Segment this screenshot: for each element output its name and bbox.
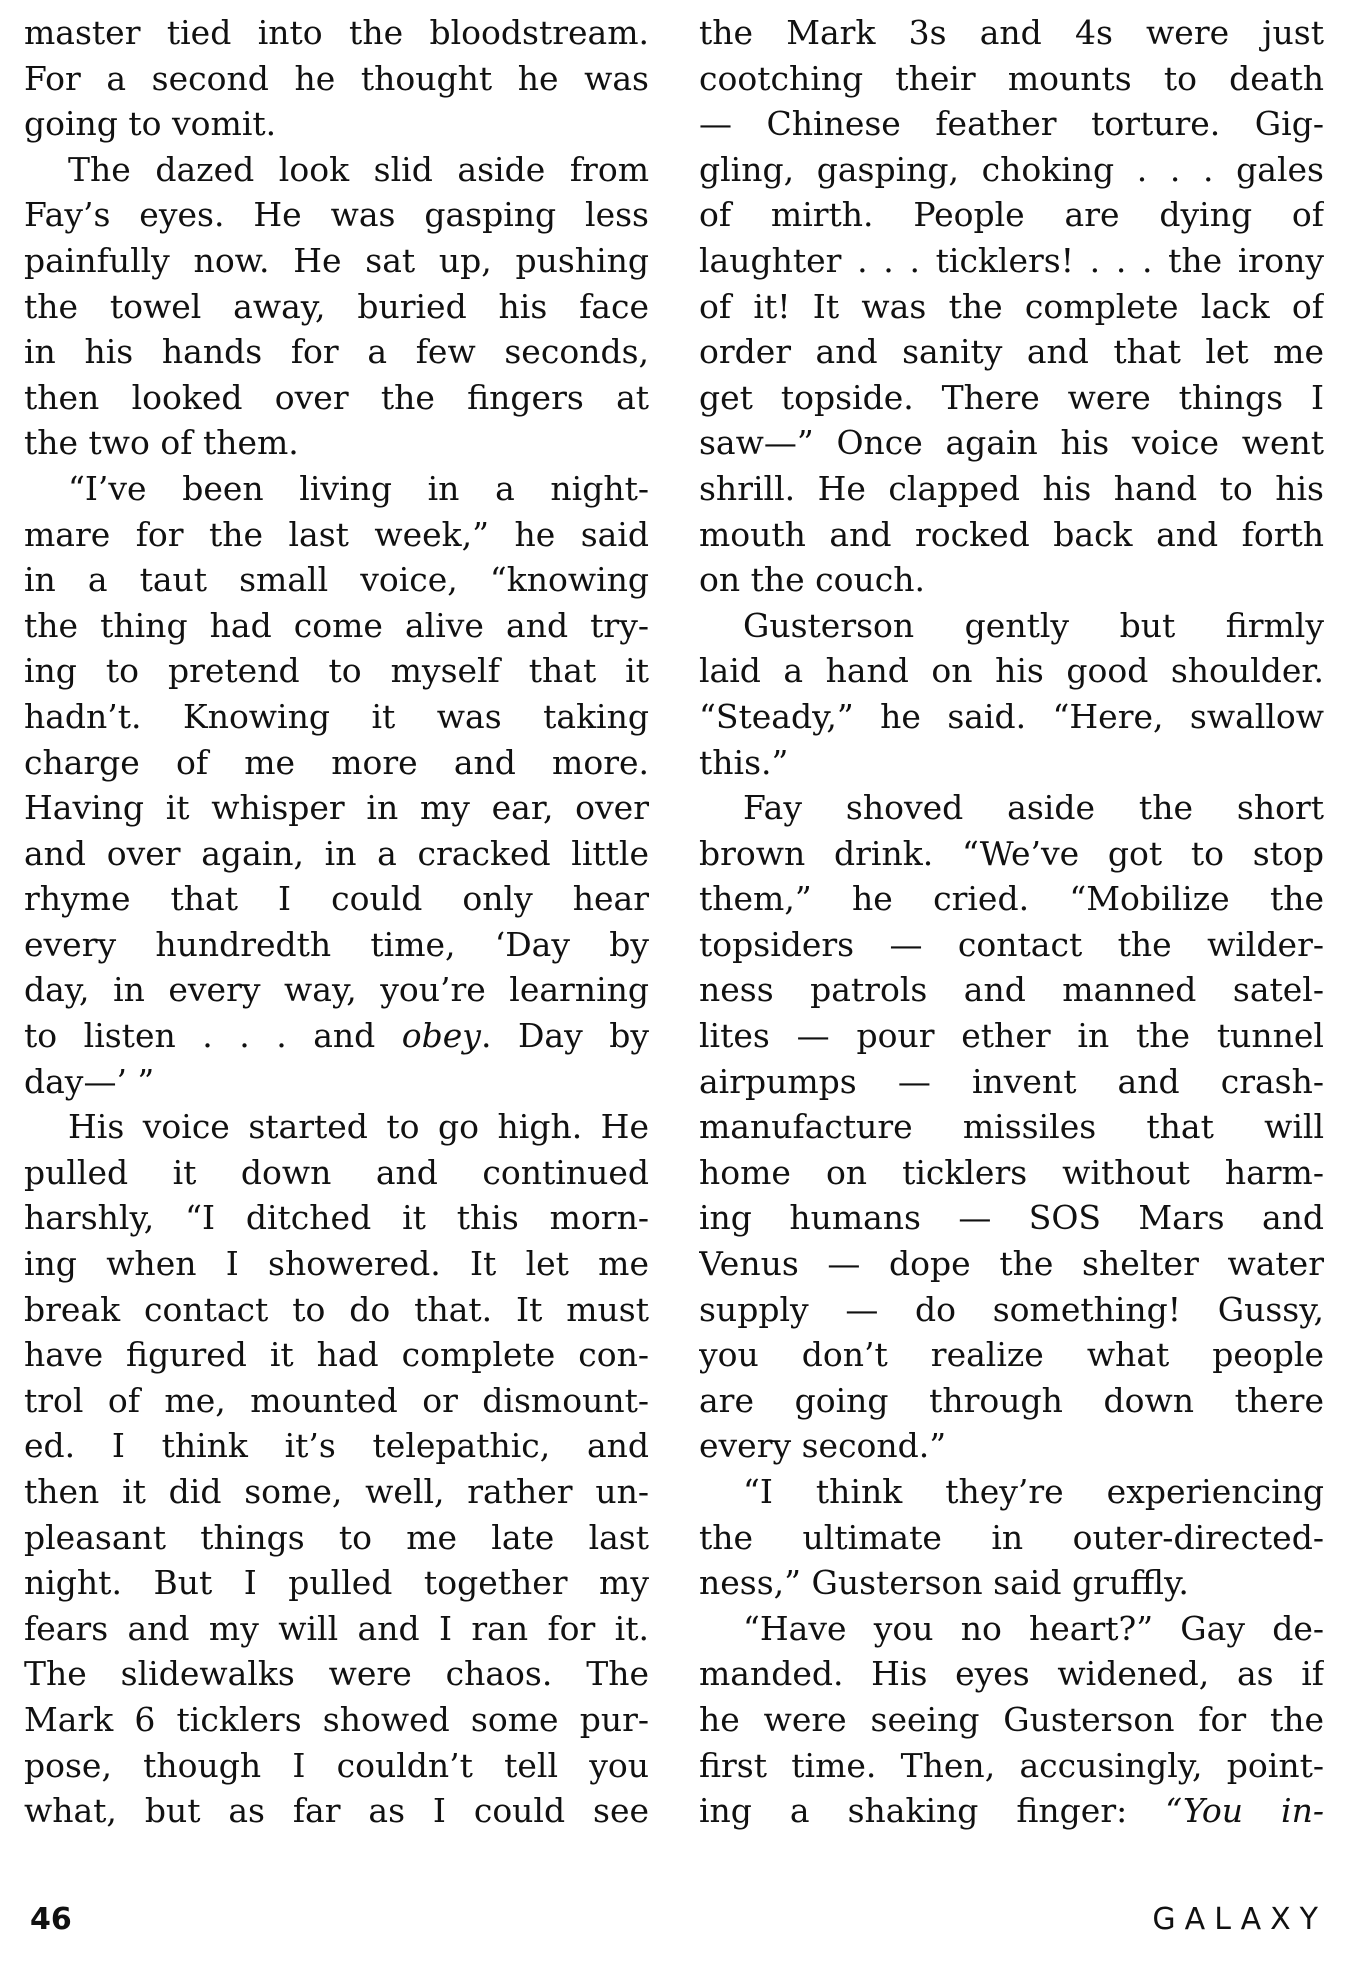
text-line: ing a shaking finger: “You in- xyxy=(699,1791,1324,1831)
text-line: have figured it had complete con- xyxy=(24,1335,649,1375)
text-line: ed. I think it’s telepathic, and xyxy=(24,1426,649,1466)
text-line: airpumps — invent and crash- xyxy=(699,1061,1324,1101)
text-line: hadn’t. Knowing it was taking xyxy=(24,696,649,736)
text-line: of it! It was the complete lack of xyxy=(699,286,1324,326)
text-line: in his hands for a few seconds, xyxy=(24,332,649,372)
text-line: he were seeing Gusterson for the xyxy=(699,1699,1324,1739)
text-line: trol of me, mounted or dismount- xyxy=(24,1380,649,1420)
text-line: ing to pretend to myself that it xyxy=(24,651,649,691)
text-line: get topside. There were things I xyxy=(699,377,1324,417)
text-line: gling, gasping, choking . . . gales xyxy=(699,149,1324,189)
text-line: break contact to do that. It must xyxy=(24,1289,649,1329)
text-line: ness patrols and manned satel- xyxy=(699,970,1324,1010)
text-line: For a second he thought he was xyxy=(24,58,649,98)
text-line: pulled it down and continued xyxy=(24,1152,649,1192)
text-line: to listen . . . and obey. Day by xyxy=(24,1016,649,1056)
page-number: 46 xyxy=(30,1902,72,1937)
text-line: the thing had come alive and try- xyxy=(24,605,649,645)
text-line: ing when I showered. It let me xyxy=(24,1244,649,1284)
text-line: lites — pour ether in the tunnel xyxy=(699,1016,1324,1056)
text-line: “Steady,” he said. “Here, swallow xyxy=(699,696,1324,736)
text-line: and over again, in a cracked little xyxy=(24,833,649,873)
text-line: manufacture missiles that will xyxy=(699,1107,1324,1147)
text-line: on the couch. xyxy=(699,560,925,600)
text-line: charge of me more and more. xyxy=(24,742,649,782)
text-line: “I think they’re experiencing xyxy=(743,1472,1324,1511)
text-line: manded. His eyes widened, as if xyxy=(699,1654,1324,1694)
text-line: Having it whisper in my ear, over xyxy=(24,788,649,828)
text-line: “I’ve been living in a night- xyxy=(68,468,649,508)
text-line: The slidewalks were chaos. The xyxy=(24,1654,649,1694)
text-line: laughter . . . ticklers! . . . the irony xyxy=(699,240,1324,280)
text-line: master tied into the bloodstream. xyxy=(24,13,649,52)
text-line: this.” xyxy=(699,742,789,782)
left-text-column xyxy=(24,10,649,1834)
text-line: — Chinese feather torture. Gig- xyxy=(699,104,1324,144)
text-line: pose, though I couldn’t tell you xyxy=(24,1745,649,1785)
text-line: the Mark 3s and 4s were just xyxy=(699,13,1324,52)
text-line: “Have you no heart?” Gay de- xyxy=(743,1608,1324,1648)
text-line: ing humans — SOS Mars and xyxy=(699,1198,1324,1238)
text-line: shrill. He clapped his hand to his xyxy=(699,468,1324,508)
text-line: saw—” Once again his voice went xyxy=(699,423,1324,463)
text-line: going to vomit. xyxy=(24,104,277,144)
text-line: Mark 6 ticklers showed some pur- xyxy=(24,1699,649,1739)
text-line: them,” he cried. “Mobilize the xyxy=(699,879,1324,919)
text-line: then it did some, well, rather un- xyxy=(24,1472,649,1511)
text-line: are going through down there xyxy=(699,1380,1324,1420)
text-line: home on ticklers without harm- xyxy=(699,1152,1324,1192)
right-text-column xyxy=(699,10,1324,1834)
text-line: ness,” Gusterson said gruffly. xyxy=(699,1563,1189,1603)
text-line: harshly, “I ditched it this morn- xyxy=(24,1198,649,1238)
text-line: mare for the last week,” he said xyxy=(24,514,649,554)
text-line: night. But I pulled together my xyxy=(24,1563,649,1603)
text-line: Fay shoved aside the short xyxy=(743,788,1324,828)
text-line: cootching their mounts to death xyxy=(699,58,1324,98)
text-line: day—’ ” xyxy=(24,1061,155,1101)
text-line: pleasant things to me late last xyxy=(24,1517,649,1557)
text-line: supply — do something! Gussy, xyxy=(699,1289,1324,1329)
text-line: rhyme that I could only hear xyxy=(24,879,649,919)
text-line: of mirth. People are dying of xyxy=(699,195,1324,235)
text-line: first time. Then, accusingly, point- xyxy=(699,1745,1324,1785)
text-line: every hundredth time, ‘Day by xyxy=(24,924,649,964)
text-line: the two of them. xyxy=(24,423,299,463)
text-line: you don’t realize what people xyxy=(699,1335,1324,1375)
text-line: every second.” xyxy=(699,1426,947,1466)
text-line: Fay’s eyes. He was gasping less xyxy=(24,195,649,235)
text-line: topsiders — contact the wilder- xyxy=(699,924,1324,964)
text-line: painfully now. He sat up, pushing xyxy=(24,240,649,280)
text-line: Venus — dope the shelter water xyxy=(699,1244,1324,1284)
text-line: the towel away, buried his face xyxy=(24,286,649,326)
text-line: fears and my will and I ran for it. xyxy=(24,1608,649,1648)
text-line: mouth and rocked back and forth xyxy=(699,514,1324,554)
text-line: laid a hand on his good shoulder. xyxy=(699,651,1324,691)
text-line: Gusterson gently but firmly xyxy=(743,605,1324,645)
text-line: His voice started to go high. He xyxy=(68,1107,649,1147)
text-line: in a taut small voice, “knowing xyxy=(24,560,649,600)
text-line: order and sanity and that let me xyxy=(699,332,1324,372)
text-line: brown drink. “We’ve got to stop xyxy=(699,833,1324,873)
text-line: The dazed look slid aside from xyxy=(68,149,649,189)
text-line: the ultimate in outer-directed- xyxy=(699,1517,1324,1557)
text-line: what, but as far as I could see xyxy=(24,1791,649,1831)
text-line: then looked over the fingers at xyxy=(24,377,649,417)
text-line: day, in every way, you’re learning xyxy=(24,970,649,1010)
magazine-title: GALAXY xyxy=(1152,1902,1327,1937)
